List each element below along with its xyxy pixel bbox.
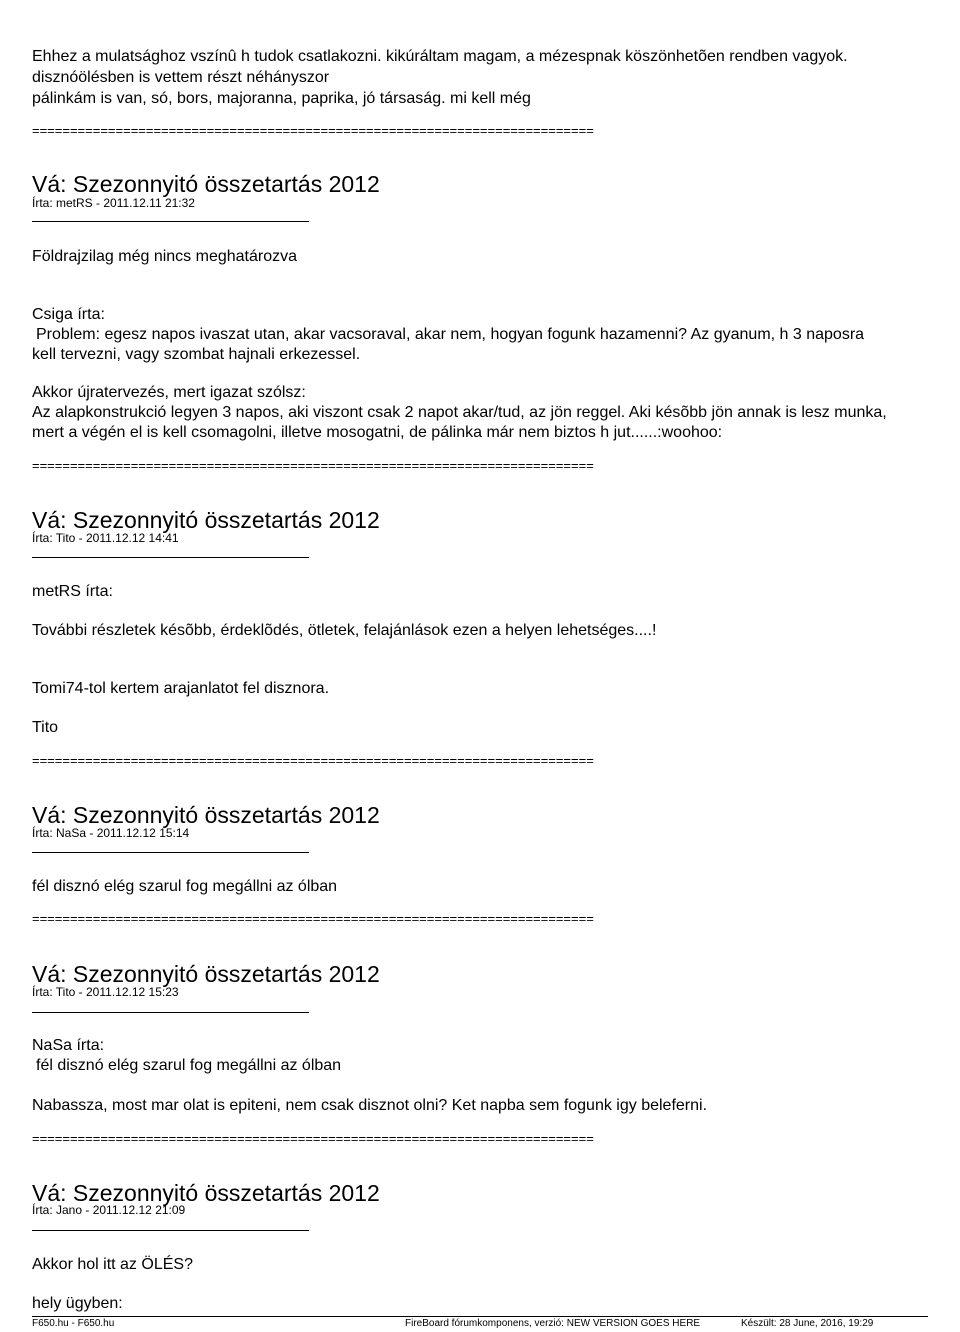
- quote-text: Problem: egesz napos ivaszat utan, akar vacsoraval, akar nem, hogyan fogunk hazamenni? Az gyanum, h 3 naposra: [36, 326, 865, 343]
- quote-text: kell tervezni, vagy szombat hajnali erkezessel.: [32, 346, 361, 363]
- post-title: Vá: Szezonnyitó összetartás 2012: [32, 802, 380, 828]
- post-meta: Írta: NaSa - 2011.12.12 15:14: [32, 826, 190, 840]
- post-meta: Írta: metRS - 2011.12.11 21:32: [32, 196, 195, 210]
- post-title: Vá: Szezonnyitó összetartás 2012: [32, 507, 380, 533]
- quote-text: További részletek késõbb, érdeklõdés, ötletek, felajánlások ezen a helyen lehetséges....!: [32, 622, 657, 639]
- post-text: Akkor hol itt az ÖLÉS?: [32, 1256, 193, 1273]
- post-text: fél disznó elég szarul fog megállni az ólban: [32, 878, 338, 895]
- post-divider: [32, 221, 309, 222]
- intro-line: Ehhez a mulatsághoz vszínû h tudok csatlakozni. kikúráltam magam, a mézespnak köszönhetõen rendben vagyok.: [32, 48, 848, 65]
- post-separator: ==========================================================================: [32, 1131, 594, 1146]
- post-title: Vá: Szezonnyitó összetartás 2012: [32, 1180, 380, 1206]
- post-separator: ==========================================================================: [32, 123, 594, 138]
- post-text: hely ügyben:: [32, 1295, 123, 1312]
- footer-component: FireBoard fórumkomponens, verzió: NEW VERSION GOES HERE: [405, 1318, 701, 1329]
- footer-site: F650.hu - F650.hu: [32, 1318, 115, 1329]
- post-divider: [32, 1230, 309, 1231]
- post-text: Földrajzilag még nincs meghatározva: [32, 248, 298, 265]
- post-meta: Írta: Tito - 2011.12.12 14:41: [32, 531, 179, 545]
- post-separator: ==========================================================================: [32, 911, 594, 926]
- quote-author: metRS írta:: [32, 583, 113, 600]
- post-text: Akkor újratervezés, mert igazat szólsz:: [32, 384, 306, 401]
- quote-author: Csiga írta:: [32, 306, 105, 323]
- post-separator: ==========================================================================: [32, 753, 594, 768]
- post-text: Nabassza, most mar olat is epiteni, nem csak disznot olni? Ket napba sem fogunk igy beleferni.: [32, 1097, 708, 1114]
- quote-text: fél disznó elég szarul fog megállni az ólban: [36, 1057, 342, 1074]
- post-meta: Írta: Jano - 2011.12.12 21:09: [32, 1203, 186, 1217]
- footer-generated: Készült: 28 June, 2016, 19:29: [741, 1318, 874, 1329]
- intro-line: pálinkám is van, só, bors, majoranna, paprika, jó társaság. mi kell még: [32, 90, 531, 107]
- post-text: Tomi74-tol kertem arajanlatot fel disznora.: [32, 680, 330, 697]
- post-divider: [32, 1012, 309, 1013]
- post-meta: Írta: Tito - 2011.12.12 15:23: [32, 985, 179, 999]
- intro-line: disznóölésben is vettem részt néhányszor: [32, 69, 330, 86]
- post-divider: [32, 852, 309, 853]
- post-text: Az alapkonstrukció legyen 3 napos, aki viszont csak 2 napot akar/tud, az jön reggel. Aki késõbb jön annak is lesz munka,: [32, 404, 887, 421]
- quote-author: NaSa írta:: [32, 1037, 105, 1054]
- post-text: Tito: [32, 719, 59, 736]
- post-text: mert a végén el is kell csomagolni, illetve mosogatni, de pálinka már nem biztos h jut......:woohoo:: [32, 424, 723, 441]
- footer-divider: [32, 1316, 928, 1317]
- post-title: Vá: Szezonnyitó összetartás 2012: [32, 961, 380, 987]
- post-separator: ==========================================================================: [32, 458, 594, 473]
- post-title: Vá: Szezonnyitó összetartás 2012: [32, 171, 380, 197]
- post-divider: [32, 557, 309, 558]
